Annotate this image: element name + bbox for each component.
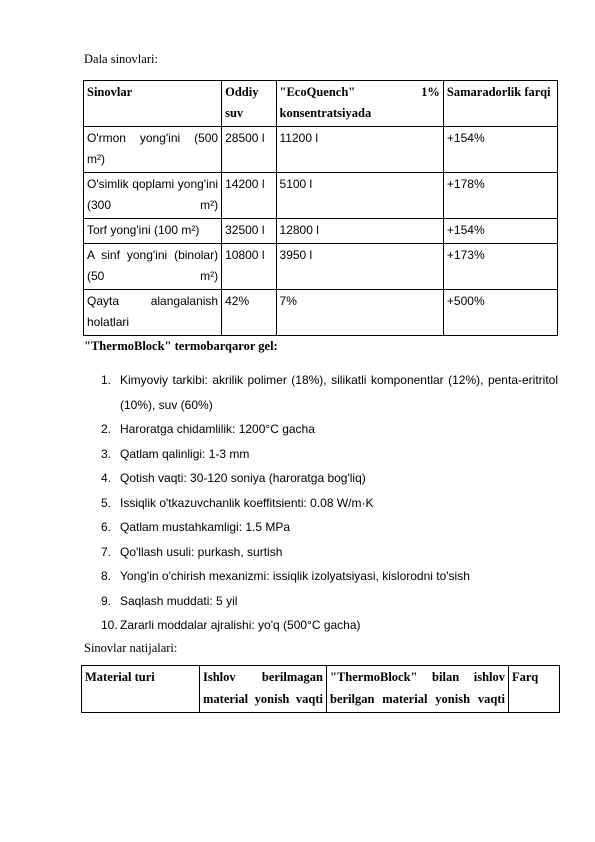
list-item: 8. Yong'in o'chirish mexanizmi: issiqlik izolyatsiyasi, kislorodni to'sish	[101, 569, 470, 583]
table-cell: 3950 l	[276, 244, 443, 290]
table-row	[84, 244, 558, 290]
gel-subheading: "ThermoBlock" termobarqaror gel:	[84, 339, 278, 353]
table-row	[84, 290, 558, 336]
table-row	[84, 219, 558, 244]
table-cell: +173%	[443, 244, 557, 290]
column-header: "ThermoBlock" bilan ishlov berilgan material yonish vaqti	[327, 666, 509, 713]
table-row	[84, 127, 558, 173]
list-item: 3. Qatlam qalinligi: 1-3 mm	[101, 446, 250, 461]
table-cell: 42%	[222, 290, 276, 336]
table-cell: +154%	[443, 219, 557, 244]
list-item: 1. Kimyoviy tarkibi: akrilik polimer (18%), silikatli komponentlar (12%), penta-eritritol (10%), suv (60%)	[101, 373, 558, 412]
table-cell: 32500 l	[222, 219, 276, 244]
table-cell: 14200 l	[222, 173, 276, 219]
column-header: Samaradorlik farqi	[443, 81, 557, 127]
table-header-row	[84, 81, 558, 127]
table-cell: 5100 l	[276, 173, 443, 219]
table-cell: 10800 l	[222, 244, 276, 290]
table-cell: +178%	[443, 173, 557, 219]
table-cell: 28500 l	[222, 127, 276, 173]
column-header: "EcoQuench" 1% konsentratsiyada	[276, 81, 443, 127]
table-header-row	[82, 666, 560, 713]
table-cell: +500%	[443, 290, 557, 336]
column-header: Oddiy suv	[222, 81, 276, 127]
table-row	[84, 173, 558, 219]
list-item: 9. Saqlash muddati: 5 yil	[101, 593, 238, 608]
table-cell: +154%	[443, 127, 557, 173]
column-header: Ishlov berilmagan material yonish vaqti	[200, 666, 327, 713]
field-tests-table	[83, 80, 558, 336]
list-item: 5. Issiqlik o'tkazuvchanlik koeffitsienti: 0.08 W/m·K	[101, 495, 374, 510]
table-cell: A sinf yong'ini (binolar) (50 m²)	[84, 244, 222, 290]
table-cell: Torf yong'ini (100 m²)	[84, 219, 222, 244]
list-item: 4. Qotish vaqti: 30-120 soniya (haroratga bog'liq)	[101, 471, 366, 485]
section-heading: Dala sinovlari:	[84, 52, 158, 66]
table-cell: O'simlik qoplami yong'ini (300 m²)	[84, 173, 222, 219]
list-item: 6. Qatlam mustahkamligi: 1.5 MPa	[101, 520, 291, 534]
column-header: Material turi	[82, 666, 200, 713]
list-item: 2. Haroratga chidamlilik: 1200°C gacha	[101, 422, 315, 436]
results-heading: Sinovlar natijalari:	[84, 641, 178, 655]
column-header: Sinovlar	[84, 81, 222, 127]
table-cell: 11200 l	[276, 127, 443, 173]
table-cell: Qayta alangalanish holatlari	[84, 290, 222, 336]
table-cell: 12800 l	[276, 219, 443, 244]
column-header: Farq	[509, 666, 560, 713]
gel-properties-list	[84, 368, 558, 638]
list-item: 10. Zararli moddalar ajralishi: yo'q (500°C gacha)	[101, 618, 361, 632]
results-table	[81, 665, 560, 713]
list-item: 7. Qo'llash usuli: purkash, surtish	[101, 544, 283, 559]
table-cell: 7%	[276, 290, 443, 336]
table-cell: O'rmon yong'ini (500 m²)	[84, 127, 222, 173]
